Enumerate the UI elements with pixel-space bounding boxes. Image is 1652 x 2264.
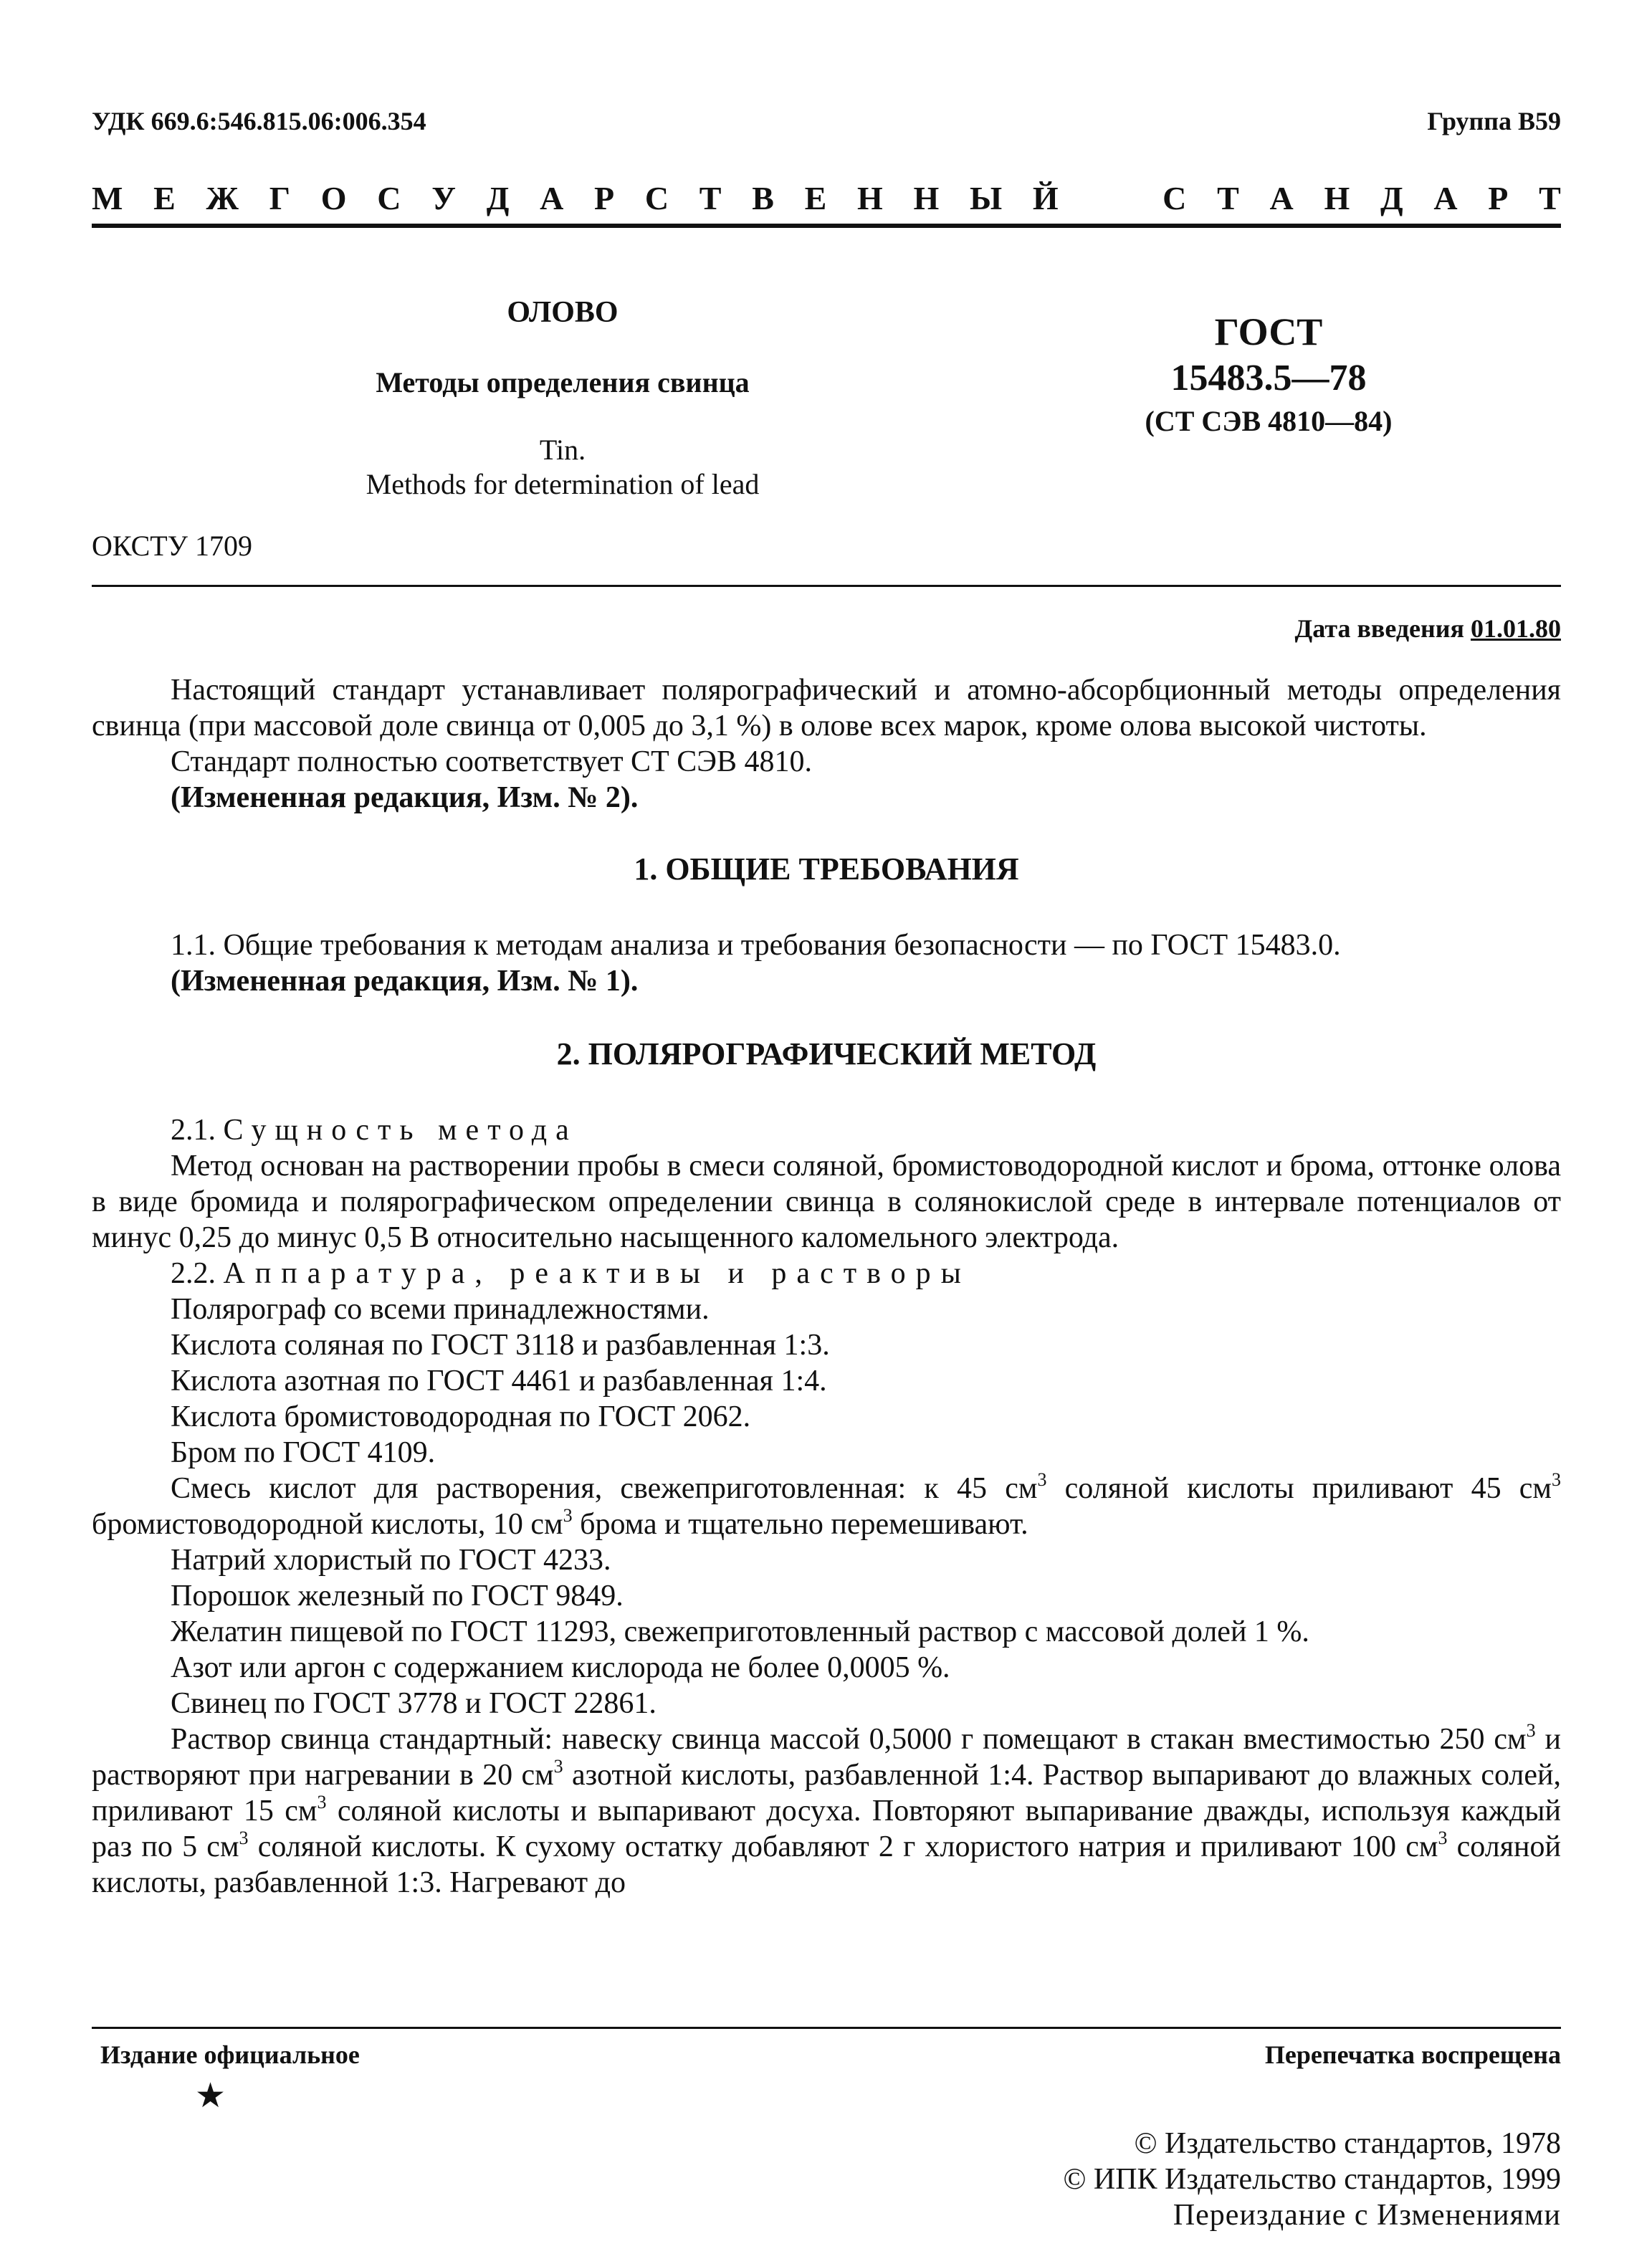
document-title: ОЛОВО bbox=[507, 296, 619, 329]
superscript: 3 bbox=[239, 1828, 249, 1848]
banner-letter: С bbox=[377, 180, 401, 216]
clause-number: 2.2. bbox=[171, 1257, 224, 1290]
interstate-standard-banner bbox=[92, 179, 1561, 217]
reagent-item: Бром по ГОСТ 4109. bbox=[171, 1436, 436, 1469]
banner-letter: Д bbox=[1380, 180, 1403, 216]
text-run: бромистоводородной кислоты, 10 см bbox=[92, 1508, 563, 1541]
banner-letter: У bbox=[431, 180, 456, 216]
clause-2-2-heading bbox=[92, 1256, 1561, 1291]
banner-letter: Е bbox=[804, 180, 827, 216]
reagent-item: Свинец по ГОСТ 3778 и ГОСТ 22861. bbox=[171, 1687, 656, 1720]
intro-date-label: Дата введения bbox=[1294, 614, 1471, 643]
text-run: соляной кислоты приливают 45 см bbox=[1046, 1472, 1552, 1505]
reagent-item: Желатин пищевой по ГОСТ 11293, свежеприготовленный раствор с массовой долей 1 %. bbox=[171, 1615, 1309, 1648]
group-code: Группа В59 bbox=[1427, 107, 1561, 135]
text-run: соляной кислоты. К сухому остатку добавляют 2 г хлористого натрия и приливают 100 см bbox=[248, 1830, 1438, 1863]
banner-letter: Т bbox=[1217, 180, 1239, 216]
copyright-1978: © Издательство стандартов, 1978 bbox=[1134, 2127, 1561, 2160]
amendment-note: (Измененная редакция, Изм. № 2). bbox=[171, 781, 639, 814]
okstu-code: ОКСТУ 1709 bbox=[92, 530, 253, 562]
text-run: азотной кислоты, разбавленной 1:4. Раствор выпаривают до влажных солей, приливают 15 см bbox=[92, 1759, 1561, 1828]
banner-letter: Т bbox=[1539, 180, 1561, 216]
section-2-heading: 2. ПОЛЯРОГРАФИЧЕСКИЙ МЕТОД bbox=[556, 1036, 1097, 1071]
reagent-item: Натрий хлористый по ГОСТ 4233. bbox=[171, 1544, 611, 1577]
intro-paragraph: Настоящий стандарт устанавливает полярографический и атомно-абсорбционный методы определения свинца (при массовой доле свинца от 0,005 до 3,1 %) в олове всех марок, кроме олова высокой чистоты. bbox=[92, 674, 1561, 742]
copyright-1999: © ИПК Издательство стандартов, 1999 bbox=[1063, 2163, 1561, 2196]
clause-title: Аппаратура, реактивы и растворы bbox=[223, 1257, 971, 1290]
reagent-item: Кислота бромистоводородная по ГОСТ 2062. bbox=[171, 1400, 751, 1433]
english-title: Tin. bbox=[539, 434, 586, 466]
footer-rule bbox=[92, 2027, 1561, 2029]
text-run: и растворяют при нагревании в 20 см bbox=[92, 1723, 1561, 1792]
title-rule bbox=[92, 585, 1561, 587]
clause-2-1-text: Метод основан на растворении пробы в смеси соляной, бромистоводородной кислот и брома, оттонке олова в виде бромида и полярографическом определении свинца в солянокислой среде в интервале потенциалов от минус 0,25 до минус 0,5 В относительно насыщенного каломельного электрода. bbox=[92, 1150, 1561, 1254]
clause-2-1-heading bbox=[92, 1112, 1561, 1148]
text-run: Раствор свинца стандартный: навеску свинца массой 0,5000 г помещают в стакан вместимостью 250 см bbox=[171, 1723, 1527, 1756]
banner-letter: Ы bbox=[970, 180, 1003, 216]
banner-letter: С bbox=[644, 180, 669, 216]
banner-letter: Р bbox=[1488, 180, 1509, 216]
acid-mixture-paragraph bbox=[92, 1471, 1561, 1542]
superscript: 3 bbox=[1037, 1469, 1047, 1490]
banner-letter: Н bbox=[913, 180, 940, 216]
reissue-note: Переиздание с Изменениями bbox=[1173, 2199, 1561, 2232]
banner-letter: А bbox=[1269, 180, 1294, 216]
banner-letter: Й bbox=[1032, 180, 1059, 216]
superscript: 3 bbox=[553, 1756, 563, 1777]
banner-letter: Р bbox=[594, 180, 615, 216]
banner-letter: В bbox=[752, 180, 774, 216]
superscript: 3 bbox=[1552, 1469, 1561, 1490]
text-run: соляной кислоты и выпаривают досуха. Повторяют выпаривание дважды, используя каждый раз по 5 см bbox=[92, 1795, 1561, 1863]
amendment-note: (Измененная редакция, Изм. № 1). bbox=[171, 965, 639, 998]
document-body bbox=[92, 672, 1561, 1901]
banner-letter: А bbox=[1433, 180, 1458, 216]
reagent-item: Порошок железный по ГОСТ 9849. bbox=[171, 1580, 624, 1613]
document-subtitle: Методы определения свинца bbox=[376, 366, 750, 398]
banner-letter: М bbox=[92, 180, 123, 216]
lead-standard-solution-paragraph bbox=[92, 1721, 1561, 1901]
banner-letter: Д bbox=[486, 180, 510, 216]
udk-code: УДК 669.6:546.815.06:006.354 bbox=[92, 107, 426, 135]
intro-date-value: 01.01.80 bbox=[1471, 614, 1561, 643]
gost-label: ГОСТ bbox=[1214, 310, 1323, 353]
star-icon: ★ bbox=[195, 2077, 226, 2115]
copyright-block bbox=[844, 2126, 1561, 2233]
banner-letter: Ж bbox=[206, 180, 239, 216]
text-run: брома и тщательно перемешивают. bbox=[572, 1508, 1028, 1541]
banner-letter: Н bbox=[1324, 180, 1350, 216]
banner-letter: О bbox=[320, 180, 347, 216]
banner-letter: Н bbox=[857, 180, 883, 216]
st-sev-reference: (СТ СЭВ 4810—84) bbox=[1145, 405, 1393, 437]
banner-letter: Г bbox=[269, 180, 291, 216]
clause-number: 2.1. bbox=[171, 1114, 224, 1147]
intro-compliance: Стандарт полностью соответствует СТ СЭВ 4810. bbox=[171, 745, 812, 778]
text-run: соляной кислоты, разбавленной 1:3. Нагревают до bbox=[92, 1830, 1561, 1899]
banner-rule bbox=[92, 224, 1561, 228]
clause-title: Сущность метода bbox=[223, 1114, 578, 1147]
reagent-item: Полярограф со всеми принадлежностями. bbox=[171, 1293, 710, 1326]
reagent-item: Азот или аргон с содержанием кислорода не более 0,0005 %. bbox=[171, 1651, 950, 1684]
intro-date bbox=[1295, 613, 1562, 644]
official-edition: Издание официальное bbox=[100, 2040, 360, 2069]
banner-letter: С bbox=[1162, 180, 1187, 216]
reprint-prohibited: Перепечатка воспрещена bbox=[1264, 2040, 1561, 2069]
reagent-item: Кислота соляная по ГОСТ 3118 и разбавленная 1:3. bbox=[171, 1329, 830, 1362]
text-run: Смесь кислот для растворения, свежеприготовленная: к 45 см bbox=[171, 1472, 1038, 1505]
banner-letter: Е bbox=[153, 180, 176, 216]
banner-letter: А bbox=[540, 180, 564, 216]
superscript: 3 bbox=[1438, 1828, 1448, 1848]
clause-1-1: 1.1. Общие требования к методам анализа и требования безопасности — по ГОСТ 15483.0. bbox=[171, 929, 1341, 962]
reagent-item: Кислота азотная по ГОСТ 4461 и разбавленная 1:4. bbox=[171, 1365, 827, 1398]
section-1-heading: 1. ОБЩИЕ ТРЕБОВАНИЯ bbox=[634, 851, 1019, 887]
gost-number: 15483.5—78 bbox=[1170, 358, 1367, 398]
english-subtitle: Methods for determination of lead bbox=[366, 468, 760, 500]
superscript: 3 bbox=[1526, 1720, 1536, 1741]
superscript: 3 bbox=[317, 1792, 327, 1812]
banner-letter: Т bbox=[699, 180, 722, 216]
superscript: 3 bbox=[563, 1505, 573, 1526]
